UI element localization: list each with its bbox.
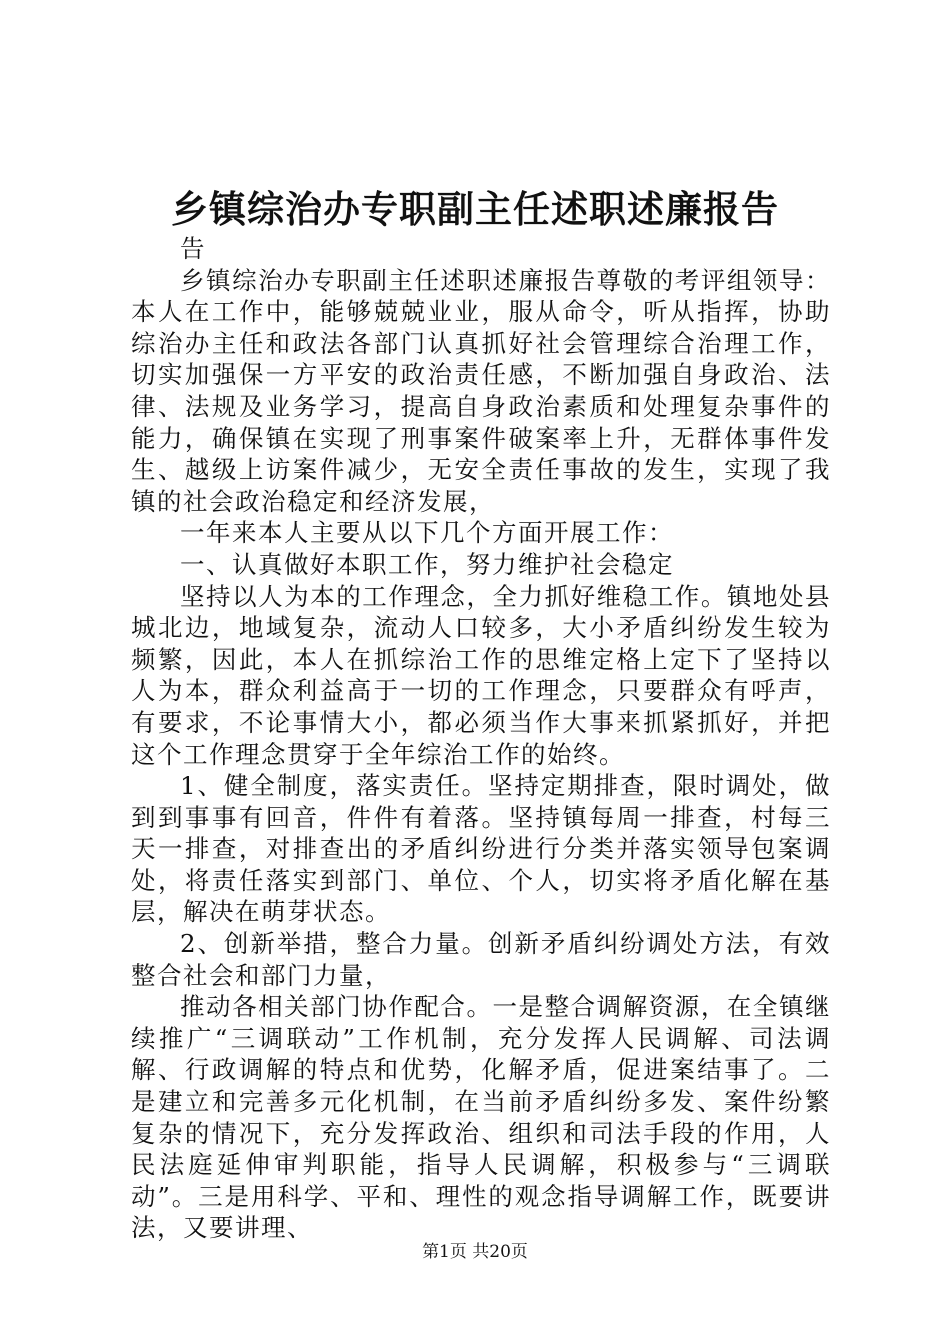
paragraph-coordination: 推动各相关部门协作配合。一是整合调解资源，在全镇继续推广“三调联动”工作机制，充分发挥人民调解、司法调解、行政调解的特点和优势，化解矛盾，促进案结事了。二是建立和完善多元化机制，在当前矛盾纠纷多发、案件纷繁复杂的情况下，充分发挥政治、组织和司法手段的作用，人民法庭延伸审判职能，指导人民调解，积极参与“三调联动”。三是用科学、平和、理性的观念指导调解工作，既要讲法，又要讲理、 — [131, 992, 831, 1243]
document-body — [131, 233, 831, 1244]
section-heading-1: 一、认真做好本职工作，努力维护社会稳定 — [180, 549, 674, 579]
page-footer: 第1页 共20页 — [422, 1242, 528, 1262]
document-title: 乡镇综治办专职副主任述职述廉报告 — [171, 187, 779, 231]
paragraph-intro: 乡镇综治办专职副主任述职述廉报告尊敬的考评组领导：本人在工作中，能够兢兢业业，服从命令，听从指挥，协助综治办主任和政法各部门认真抓好社会管理综合治理工作，切实加强保一方平安的政治责任感，不断加强自身政治、法律、法规及业务学习，提高自身政治素质和处理复杂事件的能力，确保镇在实现了刑事案件破案率上升，无群体事件发生、越级上访案件减少，无安全责任事故的发生，实现了我镇的社会政治稳定和经济发展， — [131, 265, 831, 516]
paragraph-people-first: 坚持以人为本的工作理念，全力抓好维稳工作。镇地处县城北边，地域复杂，流动人口较多，大小矛盾纠纷发生较为频繁，因此，本人在抓综治工作的思维定格上定下了坚持以人为本，群众利益高于一切的工作理念，只要群众有呼声，有要求，不论事情大小，都必须当作大事来抓紧抓好，并把这个工作理念贯穿于全年综治工作的始终。 — [131, 581, 831, 769]
paragraph-item-1: 1、健全制度，落实责任。坚持定期排查，限时调处，做到到事事有回音，件件有着落。坚持镇每周一排查，村每三天一排查，对排查出的矛盾纠纷进行分类并落实领导包案调处，将责任落实到部门、单位、个人，切实将矛盾化解在基层，解决在萌芽状态。 — [131, 771, 831, 927]
paragraph-overview: 一年来本人主要从以下几个方面开展工作： — [180, 518, 674, 548]
paragraph-item-2: 2、创新举措，整合力量。创新矛盾纠纷调处方法，有效整合社会和部门力量， — [131, 929, 831, 990]
paragraph-header-fragment: 告 — [180, 234, 206, 263]
